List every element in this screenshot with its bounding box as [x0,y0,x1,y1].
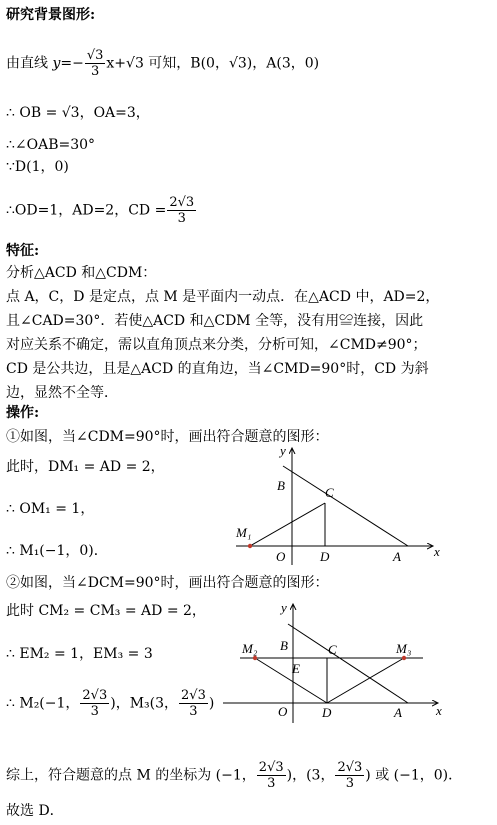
fraction: $\frac{2√3}{3}$ [82,688,108,719]
label-a: A [394,705,402,720]
feature-line-6: 边，显然不全等． [6,385,118,401]
op2-step-b: ∴ EM₂ = 1，EM₃ = 3 [6,646,153,662]
label-x: x [436,703,442,718]
segment-m1c [250,503,325,546]
label-y: y [281,600,287,615]
fraction: $\frac{2√3}{3}$ [258,760,284,791]
label-a: A [393,549,401,564]
label-d: D [320,549,330,564]
op1-step-c: ∴ M₁(−1，0)． [6,543,108,559]
label-m3: M₃ [396,641,412,656]
label-o: O [276,549,286,564]
figure-2 [218,598,448,732]
section-title-background: 研究背景图形: [6,7,96,23]
op1-title: ①如图，当∠CDM=90°时，画出符合题意的图形： [6,429,329,445]
label-o: O [278,704,288,719]
label-b: B [277,478,285,493]
point-m2 [253,656,257,660]
section-title-operation: 操作: [6,405,40,421]
summary-line: 综上，符合题意的点 M 的坐标为 (−1， $\frac{2√3}{3}$ )，(3， $\frac{2√3}{3}$ ) 或 (−1，0)． [6,760,463,791]
line-od-ad-cd: ∴OD=1，AD=2，CD = $\frac{2√3}{3}$ [6,195,195,226]
line-equation: 由直线 y=− $\frac{√3}{3}$ x+√3 可知，B(0，√3)，A(3，0) [6,48,320,79]
fraction: $\frac{2√3}{3}$ [169,195,195,226]
fraction: $\frac{√3}{3}$ [86,48,104,79]
point-m1 [248,544,252,548]
label-m1: M₁ [236,525,252,540]
line-ab [283,466,408,546]
op1-step-a: 此时，DM₁ = AD = 2， [6,459,165,475]
label-c: C [325,485,334,500]
label-e: E [292,661,300,676]
feature-line-5: CD 是公共边，且是△ACD 的直角边，当∠CMD=90°时，CD 为斜 [6,361,429,377]
label-b: B [280,638,288,653]
feature-line-2: 点 A，C，D 是定点，点 M 是平面内一动点．在△ACD 中，AD=2， [6,289,440,305]
label-x: x [434,544,440,559]
op1-step-b: ∴ OM₁ = 1， [6,501,95,517]
segment-dm3 [327,658,404,703]
segment-m2d [255,658,327,703]
label-y: y [280,443,286,458]
op2-title: ②如图，当∠DCM=90°时，画出符合题意的图形： [6,575,329,591]
label-d: D [322,705,332,720]
line-d-point: ∵D(1，0) [6,159,69,175]
point-m3 [402,656,406,660]
op2-step-c: ∴ M₂(−1， $\frac{2√3}{3}$ )，M₃(3， $\frac{2√3}{3}$ ) [6,688,215,719]
label-m2: M₂ [242,641,258,656]
answer-line: 故选 D． [6,803,64,819]
section-title-feature: 特征: [6,243,40,259]
line-ob-oa: ∴ OB = √3，OA=3， [6,105,150,121]
fraction: $\frac{2√3}{3}$ [337,760,363,791]
feature-line-1: 分析△ACD 和△CDM： [6,265,157,281]
line-angle-oab: ∴∠OAB=30° [6,137,96,153]
feature-line-3: 且∠CAD=30°．若使△ACD 和△CDM 全等，没有用≌连接，因此 [6,313,424,329]
fraction: $\frac{2√3}{3}$ [181,688,206,719]
figure-1 [228,440,448,574]
label-c: C [328,642,337,657]
op2-step-a: 此时 CM₂ = CM₃ = AD = 2， [6,603,206,619]
feature-line-4: 对应关系不确定，需以直角顶点来分类，分析可知，∠CMD≠90°； [6,337,427,353]
